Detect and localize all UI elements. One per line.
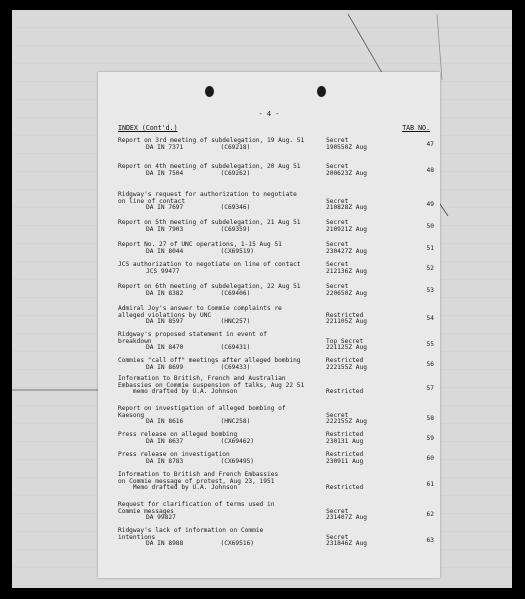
index-heading: INDEX (Cont'd.) [118,124,178,132]
entry-tab-number: 56 [426,360,434,368]
entry-classification: Secret 210828Z Aug [326,197,367,212]
entry-classification: Restricted 222155Z Aug [326,357,367,371]
entry-message-ref: DA IN 8382 (C69406) [146,289,251,297]
entry-title: Report No. 27 of UNC operations, 1-15 Aug 51 [118,241,282,248]
entry-tab-number: 50 [426,222,434,230]
entry-title: Information to British, French and Australian Embassies on Commie suspension of talks, Aug 22 51 memo drafted by U.A. Johnson [118,375,305,396]
entry-title: Report on 5th meeting of subdelegation, 21 Aug 51 [118,219,301,226]
entry-title: Commies "call off" meetings after alleged bombing [118,357,301,364]
index-entry [118,262,434,275]
index-entry [118,502,434,522]
entry-title: Request for clarification of terms used in Commie messages [118,501,275,515]
entry-title: Press release on investigation [118,451,230,458]
entry-message-ref: DA IN 7903 (C69359) [146,225,251,233]
entry-classification: Secret 210921Z Aug [326,219,367,233]
index-entry [118,220,434,233]
entry-title: JCS authorization to negotiate on line of contact [118,261,301,268]
page-number: - 4 - [258,110,280,118]
entry-title: Report on 3rd meeting of subdelegation, 19 Aug. 51 [118,137,305,144]
entry-tab-number: 55 [426,341,434,349]
index-entry [118,452,434,465]
entry-tab-number: 63 [426,537,434,545]
entry-message-ref: DA IN 8637 (CX69462) [146,437,255,445]
entry-tab-number: 62 [426,511,434,519]
punch-hole [317,86,326,97]
entry-tab-number: 54 [426,315,434,323]
entry-classification: Restricted 230131 Aug [326,431,364,445]
entry-title: Press release on alleged bombing [118,431,238,438]
entry-message-ref: DA IN 7504 (C69262) [146,169,251,177]
entry-classification: Restricted [326,388,364,396]
entry-title: Report on investigation of alleged bombing of Kaesong [118,405,286,419]
index-page [98,72,440,578]
punch-hole [205,86,214,97]
entry-classification: Secret 231846Z Aug [326,533,367,548]
index-entry [118,472,434,492]
entry-classification: Restricted 221105Z Aug [326,311,367,326]
entry-tab-number: 52 [426,264,434,272]
index-entry [118,138,434,151]
index-entry [118,284,434,297]
entry-title: Ridgway's proposed statement in event of breakdown [118,331,268,345]
index-entry [118,432,434,445]
index-entry [118,192,434,212]
index-entry [118,242,434,255]
entry-title: Ridgway's lack of information on Commie intentions [118,527,264,541]
tab-number-heading: TAB NO. [402,124,430,132]
index-entry [118,406,434,426]
entry-tab-number: 53 [426,286,434,294]
entry-message-ref: DA IN 8616 (HNC258) [146,418,251,426]
entry-classification: Restricted 230911 Aug [326,451,364,465]
entry-classification: Secret 190550Z Aug [326,137,367,151]
entry-message-ref: DA IN 7697 (C69346) [146,204,251,212]
index-entry [118,528,434,548]
entry-tab-number: 47 [426,140,434,148]
entry-classification: Secret 230427Z Aug [326,241,367,255]
entry-title: Admiral Joy's answer to Commie complaints re alleged violations by UNC [118,305,282,319]
entry-classification: Secret 220650Z Aug [326,283,367,297]
entry-message-ref: DA IN 7371 (C69218) [146,143,251,151]
index-entry [118,358,434,371]
entry-title: Report on 4th meeting of subdelegation, 20 Aug 51 [118,163,301,170]
entry-classification: Top Secret 221125Z Aug [326,337,367,352]
entry-tab-number: 48 [426,166,434,174]
entry-tab-number: 57 [426,385,434,393]
entry-tab-number: 51 [426,244,434,252]
index-entry [118,376,434,396]
entry-tab-number: 60 [426,454,434,462]
entry-message-ref: DA 99827 [146,514,176,522]
entry-message-ref: DA IN 8597 (HNC257) [146,318,251,326]
index-entry [118,306,434,326]
entry-tab-number: 61 [426,481,434,489]
entry-message-ref: DA IN 8783 (CX69495) [146,457,255,465]
index-entry [118,164,434,177]
entry-tab-number: 49 [426,201,434,209]
entry-classification: Secret 231407Z Aug [326,507,367,522]
entry-classification: Secret 200623Z Aug [326,163,367,177]
entry-message-ref: DA IN 8470 (C69431) [146,344,251,352]
entry-message-ref: DA IN 8699 (C69433) [146,363,251,371]
entry-title: Report on 6th meeting of subdelegation, 22 Aug 51 [118,283,301,290]
entry-message-ref: JCS 99477 [146,267,180,275]
entry-message-ref: DA IN 8988 (CX69516) [146,540,255,548]
entry-tab-number: 59 [426,434,434,442]
entry-tab-number: 58 [426,415,434,423]
entry-classification: Restricted [326,484,364,492]
entry-message-ref: DA IN 8044 (CX69519) [146,247,255,255]
entry-title: Ridgway's request for authorization to negotiate on line of contact [118,191,297,205]
entry-classification: Secret 222155Z Aug [326,411,367,426]
index-entry [118,332,434,352]
entry-classification: Secret 212136Z Aug [326,261,367,275]
entry-title: Information to British and French Embassies on Commie message of protest, Aug 23, 1951 Memo drafted by U.A. Johnson [118,471,279,492]
